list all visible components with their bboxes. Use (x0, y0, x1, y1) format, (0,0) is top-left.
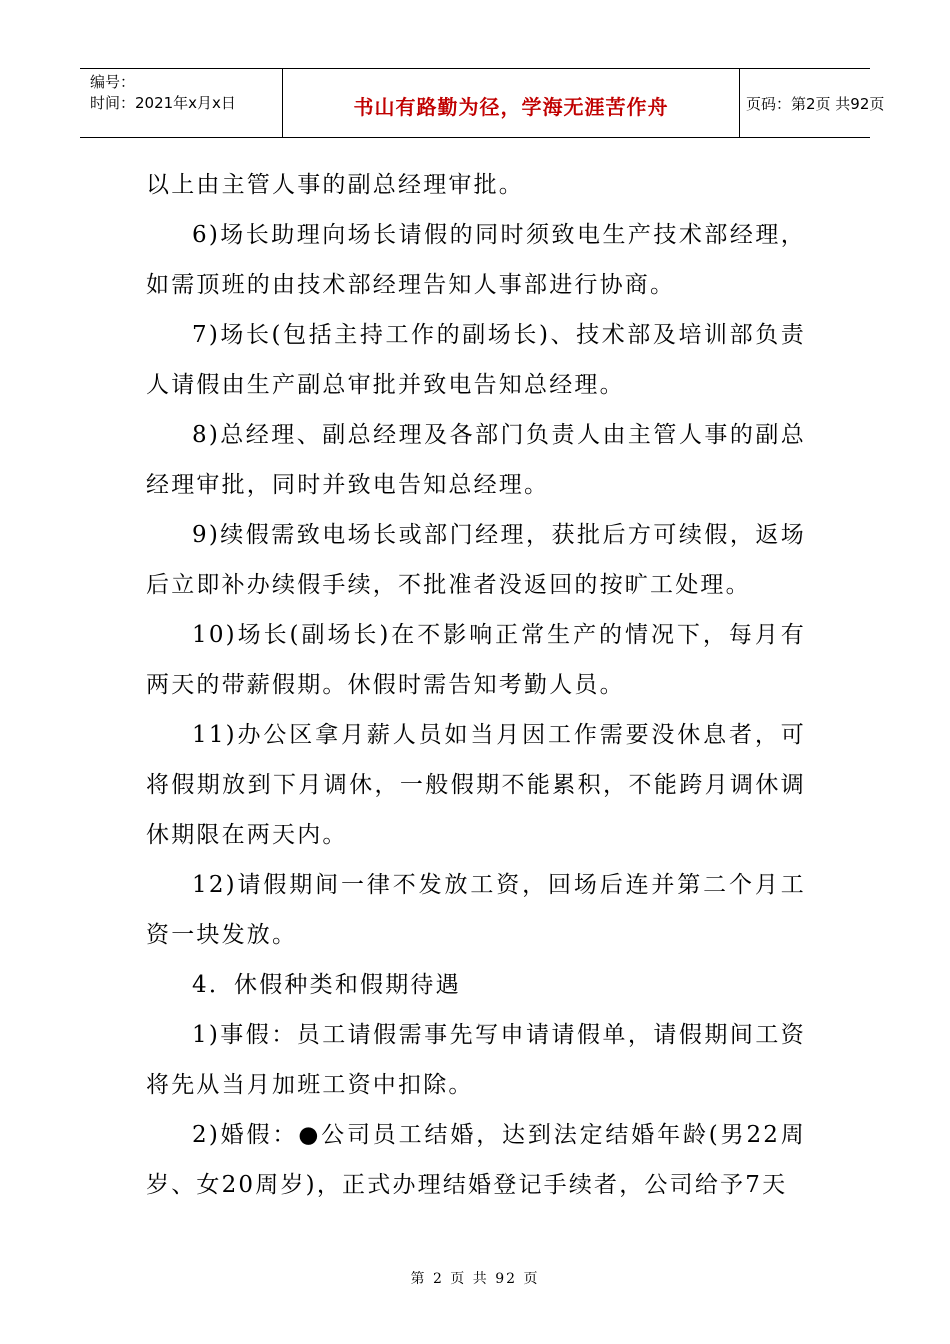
paragraph: 7)场长(包括主持工作的副场长)、技术部及培训部负责人请假由生产副总审批并致电告知总经理。 (146, 322, 806, 398)
paragraph: 10)场长(副场长)在不影响正常生产的情况下，每月有两天的带薪假期。休假时需告知考勤人员。 (146, 622, 806, 698)
header-page-number: 页码：第2页 共92页 (746, 95, 885, 113)
header-motto: 书山有路勤为径，学海无涯苦作舟 (353, 95, 669, 119)
header-motto-cell (282, 69, 740, 137)
paragraph: 11)办公区拿月薪人员如当月因工作需要没休息者，可将假期放到下月调休，一般假期不能累积，不能跨月调休调休期限在两天内。 (146, 722, 806, 848)
paragraph: 6)场长助理向场长请假的同时须致电生产技术部经理，如需顶班的由技术部经理告知人事部进行协商。 (146, 222, 806, 298)
document-number-label: 编号： (90, 73, 136, 91)
document-body (146, 160, 806, 1210)
paragraph: 以上由主管人事的副总经理审批。 (146, 172, 524, 198)
paragraph: 2)婚假：●公司员工结婚，达到法定结婚年龄(男22周岁、女20周岁)，正式办理结婚登记手续者，公司给予7天 (146, 1122, 806, 1198)
header-info-cell (80, 69, 282, 137)
paragraph: 9)续假需致电场长或部门经理，获批后方可续假，返场后立即补办续假手续，不批准者没返回的按旷工处理。 (146, 522, 806, 598)
section-heading: 4．休假种类和假期待遇 (192, 972, 461, 998)
paragraph: 1)事假：员工请假需事先写申请请假单，请假期间工资将先从当月加班工资中扣除。 (146, 1022, 806, 1098)
page-header (80, 68, 885, 138)
page-footer: 第 2 页 共 92 页 (410, 1271, 540, 1287)
paragraph: 12)请假期间一律不发放工资，回场后连并第二个月工资一块发放。 (146, 872, 806, 948)
header-page-cell (740, 69, 885, 137)
paragraph: 8)总经理、副总经理及各部门负责人由主管人事的副总经理审批，同时并致电告知总经理。 (146, 422, 806, 498)
document-time-label: 时间：2021年x月x日 (90, 94, 236, 112)
